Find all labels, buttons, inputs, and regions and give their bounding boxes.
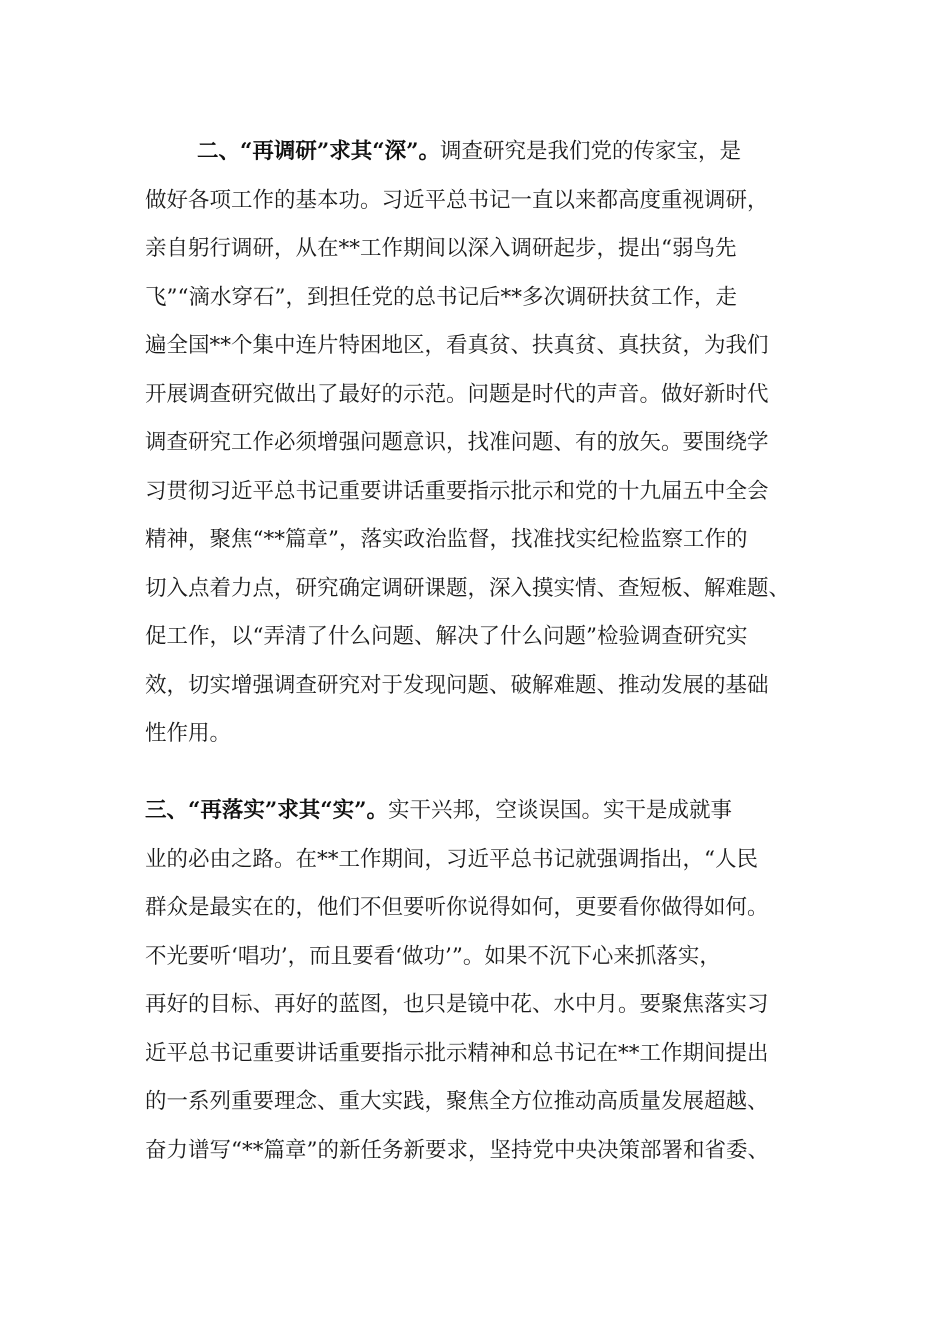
paragraph-line: 调查研究工作必须增强问题意识，找准问题、有的放矢。要围绕学 — [145, 430, 769, 455]
paragraph-line: 亲自躬行调研，从在**工作期间以深入调研起步，提出“弱鸟先 — [145, 236, 737, 261]
paragraph-line: 调查研究是我们党的传家宝，是 — [439, 139, 741, 164]
section-heading: 二、“再调研”求其“深”。 — [197, 139, 440, 164]
paragraph-line: 飞”“滴水穿石”，到担任党的总书记后**多次调研扶贫工作，走 — [145, 284, 737, 310]
paragraph-line: 做好各项工作的基本功。习近平总书记一直以来都高度重视调研， — [145, 187, 769, 213]
paragraph-line: 促工作，以“弄清了什么问题、解决了什么问题”检验调查研究实 — [145, 624, 748, 649]
paragraph-line: 切入点着力点，研究确定调研课题，深入摸实情、查短板、解难题、 — [145, 575, 791, 601]
paragraph-line: 习贯彻习近平总书记重要讲话重要指示批示和党的十九届五中全会 — [145, 478, 769, 504]
paragraph-line: 精神，聚焦“**篇章”，落实政治监督，找准找实纪检监察工作的 — [145, 527, 748, 552]
section-paragraph-3 — [145, 787, 825, 1175]
paragraph-first-line — [145, 128, 825, 177]
paragraph-line: 近平总书记重要讲话重要指示批示精神和总书记在**工作期间提出 — [145, 1040, 769, 1066]
paragraph-first-line — [145, 787, 825, 836]
paragraph-line: 群众是最实在的，他们不但要听你说得如何，更要看你做得如何。 — [145, 895, 769, 920]
section-heading: 三、“再落实”求其“实”。 — [145, 798, 388, 823]
paragraph-line: 不光要听‘唱功’，而且要看‘做功’”。如果不沉下心来抓落实， — [145, 943, 721, 969]
paragraph-line: 奋力谱写“**篇章”的新任务新要求，坚持党中央决策部署和省委、 — [145, 1137, 769, 1163]
paragraph-line: 开展调查研究做出了最好的示范。问题是时代的声音。做好新时代 — [145, 381, 769, 407]
paragraph-line: 业的必由之路。在**工作期间，习近平总书记就强调指出，“人民 — [145, 846, 758, 872]
paragraph-line: 再好的目标、再好的蓝图，也只是镜中花、水中月。要聚焦落实习 — [145, 992, 769, 1017]
paragraph-line: 性作用。 — [145, 721, 232, 746]
paragraph-line: 效，切实增强调查研究对于发现问题、破解难题、推动发展的基础 — [145, 672, 769, 698]
paragraph-line: 的一系列重要理念、重大实践，聚焦全方位推动高质量发展超越、 — [145, 1089, 769, 1114]
paragraph-line: 实干兴邦，空谈误国。实干是成就事 — [387, 798, 732, 823]
paragraph-line: 遍全国**个集中连片特困地区，看真贫、扶真贫、真扶贫，为我们 — [145, 333, 769, 358]
section-paragraph-2 — [145, 128, 825, 759]
